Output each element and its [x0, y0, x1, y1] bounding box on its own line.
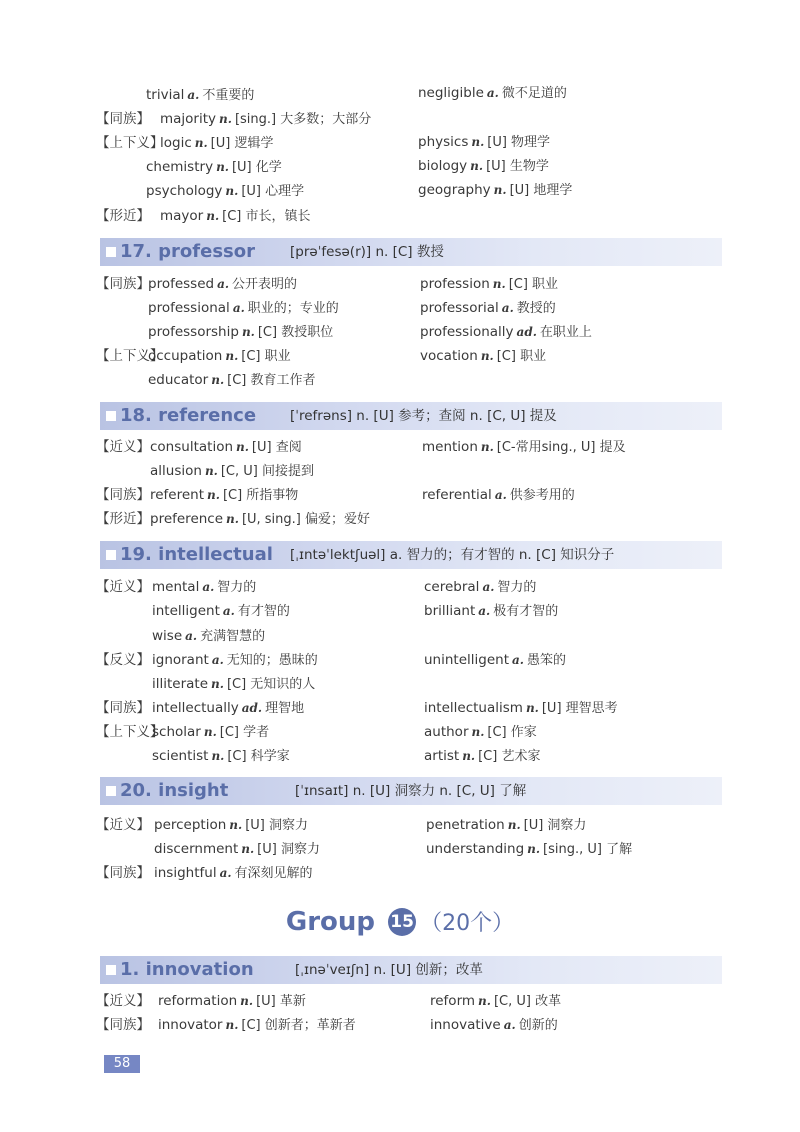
word-entry-left	[150, 460, 314, 482]
related-word	[154, 817, 308, 833]
headword-text: educator	[148, 372, 209, 388]
definition-text: [C] 创新者；革新者	[241, 1018, 356, 1033]
related-word	[154, 865, 313, 881]
headword-text: innovative	[430, 1017, 501, 1033]
headword-text: scientist	[152, 748, 209, 764]
headword-text: professional	[148, 300, 230, 316]
related-word	[424, 748, 540, 764]
definition-text: [U] 生物学	[486, 159, 549, 174]
relation-tag: 【同族】	[96, 111, 150, 127]
headword-text: occupation	[148, 348, 223, 364]
word-entry-right	[420, 297, 556, 319]
related-word	[160, 208, 311, 224]
word-entry-right	[424, 649, 566, 671]
part-of-speech: n.	[471, 725, 485, 739]
definition-text: 在职业上	[539, 325, 592, 340]
related-word	[152, 748, 290, 764]
related-word	[152, 700, 304, 716]
part-of-speech: n.	[480, 440, 494, 454]
word-entry-left	[150, 436, 302, 458]
part-of-speech: a.	[185, 629, 198, 643]
word-entry-right	[418, 155, 549, 177]
headword-text: discernment	[154, 841, 239, 857]
word-entry-left	[150, 508, 370, 530]
headword-text: referential	[422, 487, 492, 503]
related-word	[148, 372, 316, 388]
entry-header	[100, 956, 722, 984]
definition-text: [U] 查阅	[251, 440, 302, 455]
headword-text: negligible	[418, 85, 484, 101]
headword-text: penetration	[426, 817, 505, 833]
related-word	[152, 628, 265, 644]
definition-text: 有才智的	[237, 604, 290, 619]
word-entry-left	[148, 273, 297, 295]
headword-text: scholar	[152, 724, 201, 740]
definition-text: [C] 所指事物	[222, 488, 299, 503]
related-word	[160, 135, 273, 151]
word-entry-right	[420, 273, 558, 295]
definition-text: [U] 洞察力	[245, 818, 308, 833]
headword-text: mayor	[160, 208, 204, 224]
definition-text: 愚笨的	[526, 653, 566, 668]
headword-text: professorial	[420, 300, 499, 316]
word-entry-left	[152, 745, 290, 767]
headword-text: majority	[160, 111, 217, 127]
headword-text: mental	[152, 579, 200, 595]
related-word	[160, 111, 371, 127]
definition-text: [sing., U] 了解	[543, 842, 633, 857]
headword-text: consultation	[150, 439, 234, 455]
related-word	[150, 439, 302, 455]
word-entry-right	[430, 1014, 558, 1036]
headword-text: mention	[422, 439, 478, 455]
part-of-speech: ad.	[241, 701, 263, 715]
related-word	[148, 300, 339, 316]
headword-text: author	[424, 724, 469, 740]
definition-text: [C] 市长，镇长	[222, 209, 311, 224]
related-word	[426, 817, 586, 833]
word-entry-right	[424, 576, 536, 598]
word-entry-left	[154, 814, 308, 836]
part-of-speech: n.	[236, 440, 249, 454]
word-entry-right	[418, 82, 567, 104]
definition-text: [U] 革新	[256, 994, 306, 1009]
definition-text: [U] 洞察力	[257, 842, 320, 857]
related-word	[418, 134, 550, 150]
entry-pronunciation: [prəˈfesə(r)] n. [C] 教授	[290, 244, 444, 260]
part-of-speech: n.	[470, 159, 484, 173]
word-entry-left	[152, 697, 304, 719]
word-entry-left	[158, 1014, 356, 1036]
definition-text: [U] 逻辑学	[210, 136, 274, 151]
definition-text: [sing.] 大多数；大部分	[234, 112, 372, 127]
definition-text: [C] 科学家	[227, 749, 290, 764]
headword-text: unintelligent	[424, 652, 509, 668]
definition-text: 理智地	[265, 701, 305, 716]
headword-text: chemistry	[146, 159, 214, 175]
relation-tag: 【上下义】	[96, 135, 164, 151]
word-entry-left	[152, 576, 256, 598]
definition-text: 供参考用的	[509, 488, 575, 503]
related-word	[148, 276, 297, 292]
related-word	[152, 724, 269, 740]
word-entry-right	[418, 179, 572, 201]
definition-text: 教授的	[516, 301, 556, 316]
entry-header	[100, 402, 722, 430]
entry-header	[100, 777, 722, 805]
part-of-speech: a.	[512, 653, 524, 667]
relation-tag: 【上下义】	[96, 348, 164, 364]
word-entry-right	[426, 814, 586, 836]
word-entry-right	[422, 484, 575, 506]
related-word	[152, 603, 290, 619]
headword-text: professorship	[148, 324, 239, 340]
definition-text: [C] 职业	[508, 277, 559, 292]
definition-text: [C] 学者	[219, 725, 270, 740]
word-entry-left	[152, 649, 318, 671]
definition-text: [U] 洞察力	[523, 818, 587, 833]
entry-pronunciation: [ˈɪnsaɪt] n. [U] 洞察力 n. [C, U] 了解	[295, 783, 527, 799]
relation-tag: 【近义】	[96, 579, 150, 595]
part-of-speech: n.	[219, 112, 232, 126]
headword-text: trivial	[146, 87, 185, 103]
part-of-speech: a.	[232, 301, 245, 315]
relation-tag: 【形近】	[96, 208, 150, 224]
definition-text: 智力的	[497, 580, 537, 595]
square-bullet-icon	[106, 247, 116, 257]
headword-text: physics	[418, 134, 469, 150]
related-word	[420, 348, 546, 364]
definition-text: [U, sing.] 偏爱；爱好	[241, 512, 371, 527]
definition-text: 公开表明的	[232, 277, 298, 292]
word-entry-left	[148, 297, 339, 319]
headword-text: understanding	[426, 841, 525, 857]
relation-tag: 【同族】	[96, 276, 150, 292]
part-of-speech: n.	[527, 842, 541, 856]
part-of-speech: n.	[462, 749, 476, 763]
part-of-speech: a.	[501, 301, 514, 315]
definition-text: 无知的；愚昧的	[226, 653, 318, 668]
part-of-speech: n.	[206, 209, 220, 223]
headword-text: intellectually	[152, 700, 239, 716]
headword-text: referent	[150, 487, 205, 503]
headword-text: allusion	[150, 463, 202, 479]
part-of-speech: n.	[492, 277, 506, 291]
entry-header	[100, 541, 722, 569]
headword-text: ignorant	[152, 652, 209, 668]
definition-text: 创新的	[518, 1018, 558, 1033]
related-word	[152, 579, 256, 595]
part-of-speech: n.	[207, 488, 220, 502]
related-word	[422, 439, 626, 455]
relation-tag: 【同族】	[96, 1017, 150, 1033]
related-word	[430, 1017, 558, 1033]
part-of-speech: n.	[525, 701, 539, 715]
definition-text: [U] 心理学	[241, 184, 305, 199]
headword-text: reformation	[158, 993, 238, 1009]
part-of-speech: n.	[480, 349, 494, 363]
relation-tag: 【近义】	[96, 993, 150, 1009]
relation-tag: 【近义】	[96, 817, 150, 833]
word-entry-right	[420, 345, 546, 367]
headword-text: professionally	[420, 324, 514, 340]
part-of-speech: n.	[493, 183, 507, 197]
entry-header	[100, 238, 722, 266]
word-entry-right	[430, 990, 561, 1012]
part-of-speech: n.	[225, 1018, 239, 1032]
related-word	[152, 676, 315, 692]
word-entry-left	[158, 990, 306, 1012]
definition-text: [U] 化学	[231, 160, 282, 175]
relation-tag: 【同族】	[96, 865, 150, 881]
entry-headword: 1. innovation	[120, 959, 254, 980]
related-word	[424, 603, 558, 619]
related-word	[158, 993, 306, 1009]
headword-text: profession	[420, 276, 490, 292]
square-bullet-icon	[106, 786, 116, 796]
word-entry-right	[424, 721, 537, 743]
group-label: Group	[285, 907, 376, 937]
part-of-speech: n.	[211, 677, 224, 691]
related-word	[424, 579, 536, 595]
part-of-speech: n.	[211, 373, 225, 387]
part-of-speech: a.	[222, 604, 235, 618]
relation-tag: 【上下义】	[96, 724, 164, 740]
headword-text: professed	[148, 276, 215, 292]
word-entry-left	[146, 84, 254, 106]
definition-text: [C] 作家	[487, 725, 537, 740]
definition-text: [U] 理智思考	[541, 701, 618, 716]
definition-text: [C] 教授职位	[257, 325, 334, 340]
relation-tag: 【近义】	[96, 439, 150, 455]
part-of-speech: n.	[226, 512, 239, 526]
definition-text: [U] 物理学	[487, 135, 551, 150]
related-word	[146, 159, 282, 175]
part-of-speech: ad.	[516, 325, 537, 339]
related-word	[418, 158, 549, 174]
part-of-speech: n.	[471, 135, 485, 149]
square-bullet-icon	[106, 965, 116, 975]
headword-text: artist	[424, 748, 460, 764]
definition-text: 智力的	[217, 580, 257, 595]
word-entry-left	[154, 862, 313, 884]
word-entry-left	[148, 321, 333, 343]
headword-text: cerebral	[424, 579, 480, 595]
word-entry-left	[152, 625, 265, 647]
word-entry-right	[420, 321, 592, 343]
headword-text: brilliant	[424, 603, 476, 619]
part-of-speech: a.	[494, 488, 507, 502]
part-of-speech: n.	[204, 464, 218, 478]
word-entry-right	[424, 745, 540, 767]
part-of-speech: n.	[507, 818, 521, 832]
relation-tag: 【同族】	[96, 700, 150, 716]
definition-text: [C, U] 改革	[493, 994, 562, 1009]
definition-text: 职业的；专业的	[247, 301, 339, 316]
square-bullet-icon	[106, 411, 116, 421]
related-word	[154, 841, 320, 857]
word-entry-left	[160, 205, 311, 227]
related-word	[150, 463, 314, 479]
word-entry-left	[160, 132, 273, 154]
headword-text: logic	[160, 135, 192, 151]
headword-text: intellectualism	[424, 700, 523, 716]
part-of-speech: a.	[486, 86, 499, 100]
part-of-speech: n.	[478, 994, 491, 1008]
related-word	[424, 700, 618, 716]
headword-text: biology	[418, 158, 468, 174]
part-of-speech: a.	[219, 866, 232, 880]
word-entry-right	[422, 436, 626, 458]
word-entry-left	[148, 345, 291, 367]
group-title	[0, 906, 800, 937]
headword-text: psychology	[146, 183, 223, 199]
definition-text: [C] 艺术家	[478, 749, 541, 764]
part-of-speech: a.	[482, 580, 495, 594]
part-of-speech: a.	[211, 653, 224, 667]
related-word	[150, 487, 298, 503]
related-word	[152, 652, 318, 668]
definition-text: 不重要的	[202, 88, 255, 103]
word-entry-left	[148, 369, 316, 391]
word-entry-left	[160, 108, 371, 130]
entry-pronunciation: [ˈrefrəns] n. [U] 参考；查阅 n. [C, U] 提及	[290, 408, 557, 424]
related-word	[146, 183, 304, 199]
related-word	[426, 841, 632, 857]
related-word	[148, 348, 291, 364]
word-entry-left	[146, 156, 282, 178]
entry-headword: 18. reference	[120, 405, 257, 426]
headword-text: insightful	[154, 865, 217, 881]
definition-text: [C, U] 间接提到	[220, 464, 314, 479]
part-of-speech: n.	[240, 994, 254, 1008]
definition-text: [C] 职业	[496, 349, 547, 364]
headword-text: innovator	[158, 1017, 223, 1033]
related-word	[430, 993, 561, 1009]
definition-text: [C] 职业	[241, 349, 291, 364]
related-word	[418, 182, 572, 198]
part-of-speech: a.	[187, 88, 200, 102]
headword-text: geography	[418, 182, 491, 198]
part-of-speech: n.	[225, 349, 239, 363]
relation-tag: 【形近】	[96, 511, 150, 527]
word-entry-left	[150, 484, 298, 506]
headword-text: wise	[152, 628, 183, 644]
related-word	[146, 87, 254, 103]
part-of-speech: n.	[241, 842, 255, 856]
related-word	[148, 324, 333, 340]
part-of-speech: n.	[225, 184, 239, 198]
part-of-speech: a.	[478, 604, 491, 618]
entry-headword: 17. professor	[120, 241, 255, 262]
word-entry-right	[424, 697, 618, 719]
headword-text: preference	[150, 511, 224, 527]
definition-text: [C-常用sing., U] 提及	[496, 440, 626, 455]
part-of-speech: a.	[202, 580, 215, 594]
part-of-speech: n.	[194, 136, 208, 150]
related-word	[418, 85, 567, 101]
relation-tag: 【反义】	[96, 652, 150, 668]
related-word	[422, 487, 575, 503]
related-word	[420, 324, 592, 340]
entry-pronunciation: [ˌɪntəˈlektʃuəl] a. 智力的；有才智的 n. [C] 知识分子	[290, 547, 615, 563]
definition-text: 有深刻见解的	[234, 866, 313, 881]
definition-text: 微不足道的	[501, 86, 567, 101]
group-number-badge: 15	[388, 908, 416, 936]
part-of-speech: n.	[216, 160, 229, 174]
page-number: 58	[104, 1055, 140, 1073]
entry-pronunciation: [ˌɪnəˈveɪʃn] n. [U] 创新；改革	[295, 962, 483, 978]
headword-text: intelligent	[152, 603, 220, 619]
definition-text: [C] 无知识的人	[226, 677, 316, 692]
relation-tag: 【同族】	[96, 487, 150, 503]
related-word	[424, 652, 566, 668]
word-entry-left	[154, 838, 320, 860]
square-bullet-icon	[106, 550, 116, 560]
word-entry-left	[152, 721, 269, 743]
headword-text: perception	[154, 817, 227, 833]
word-entry-right	[424, 600, 558, 622]
word-entry-left	[146, 180, 304, 202]
definition-text: [U] 地理学	[509, 183, 573, 198]
related-word	[420, 276, 558, 292]
part-of-speech: a.	[503, 1018, 516, 1032]
definition-text: [C] 教育工作者	[227, 373, 316, 388]
headword-text: vocation	[420, 348, 478, 364]
definition-text: 充满智慧的	[200, 629, 266, 644]
part-of-speech: n.	[229, 818, 243, 832]
word-entry-left	[152, 673, 315, 695]
headword-text: reform	[430, 993, 476, 1009]
word-entry-left	[152, 600, 290, 622]
word-entry-right	[426, 838, 632, 860]
part-of-speech: n.	[203, 725, 217, 739]
related-word	[420, 300, 556, 316]
related-word	[158, 1017, 356, 1033]
group-count: （20个）	[420, 911, 515, 936]
related-word	[150, 511, 370, 527]
word-entry-right	[418, 131, 550, 153]
related-word	[424, 724, 537, 740]
definition-text: 极有才智的	[493, 604, 559, 619]
entry-headword: 20. insight	[120, 780, 229, 801]
part-of-speech: a.	[217, 277, 230, 291]
headword-text: illiterate	[152, 676, 209, 692]
entry-headword: 19. intellectual	[120, 544, 273, 565]
part-of-speech: n.	[211, 749, 225, 763]
part-of-speech: n.	[241, 325, 255, 339]
